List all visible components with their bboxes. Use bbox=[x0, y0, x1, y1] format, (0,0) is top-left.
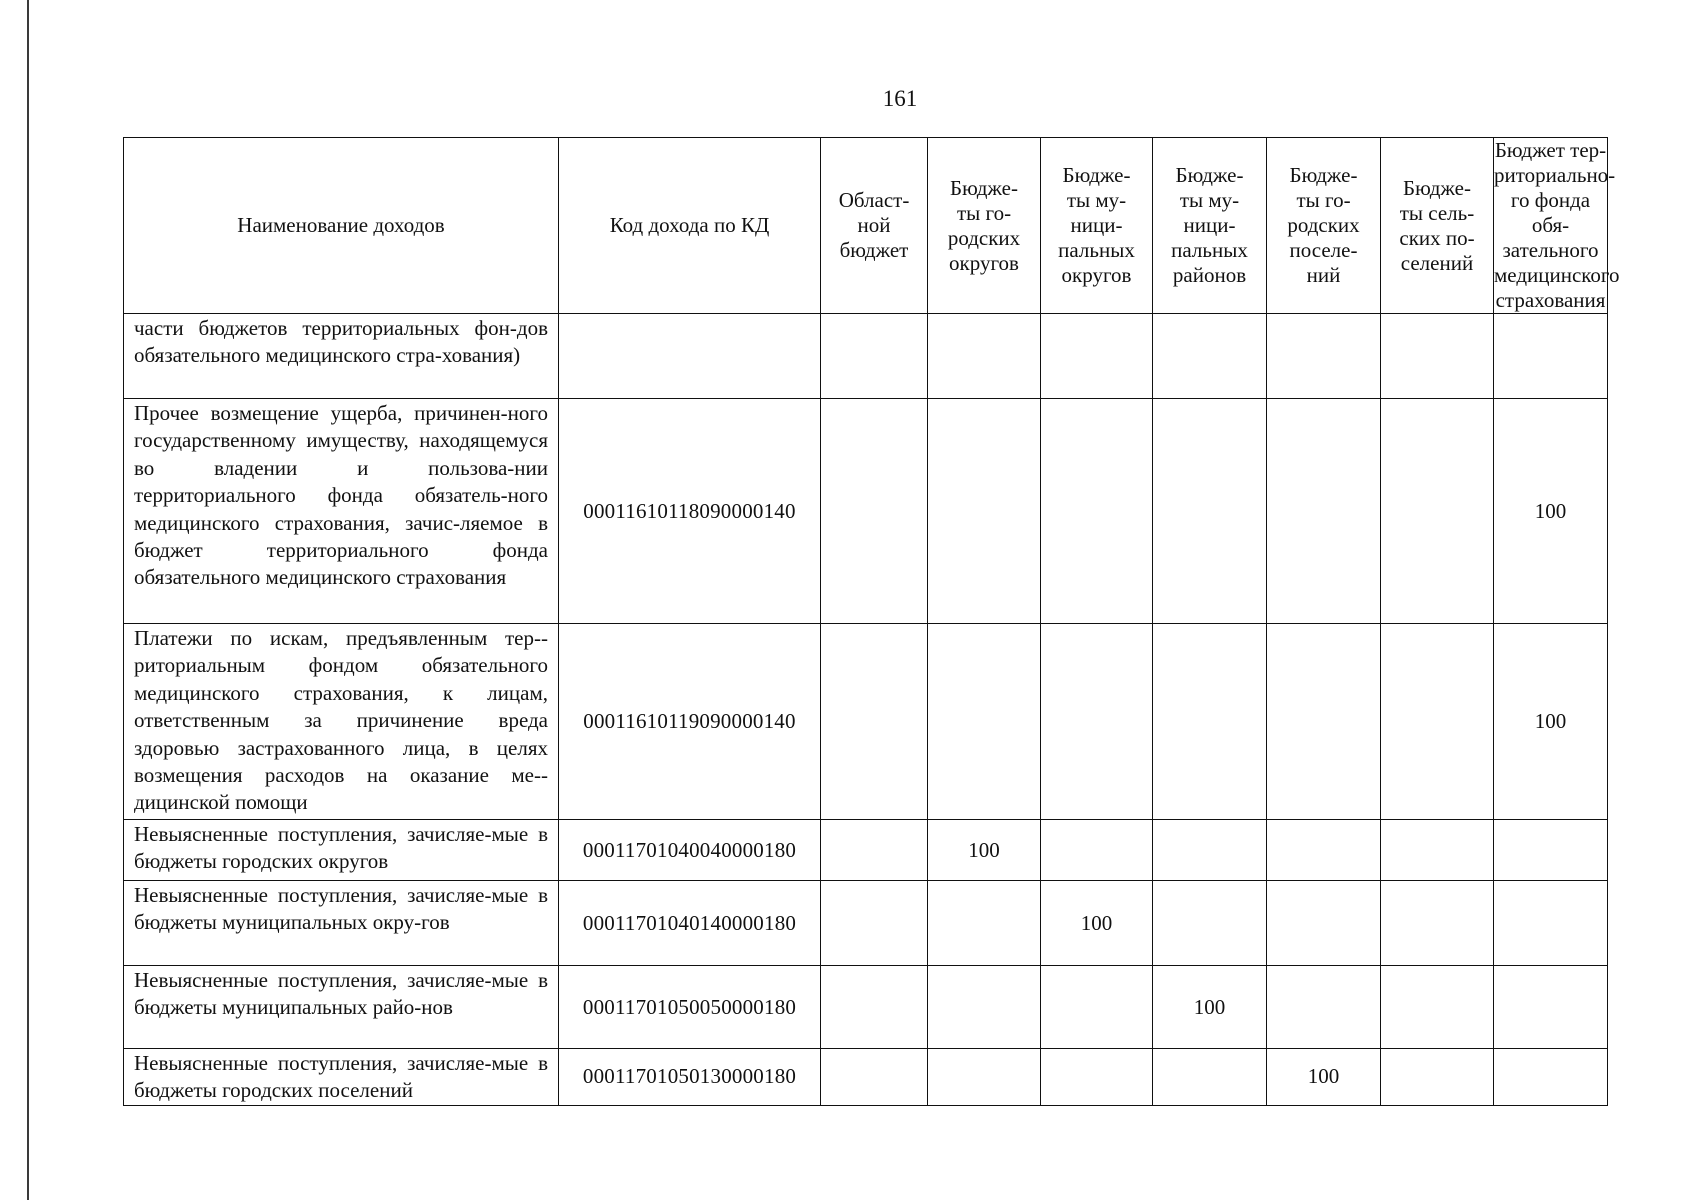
header-city-districts bbox=[928, 138, 1041, 314]
header-line: зательного bbox=[1502, 238, 1599, 262]
header-line: ной bbox=[857, 213, 891, 237]
header-line: ници- bbox=[1183, 213, 1236, 237]
header-line: бюджет bbox=[839, 238, 909, 262]
regional-value-cell bbox=[821, 966, 928, 1049]
header-line: риториально- bbox=[1494, 163, 1616, 187]
health-fund-value-cell: 100 bbox=[1494, 399, 1608, 624]
health-fund-value-cell bbox=[1494, 314, 1608, 399]
page-number: 161 bbox=[882, 86, 918, 111]
income-code-cell: 00011701040140000180 bbox=[559, 881, 821, 966]
municipal-regions-value-cell bbox=[1153, 624, 1267, 820]
regional-value-cell bbox=[821, 314, 928, 399]
header-municipal-regions bbox=[1153, 138, 1267, 314]
income-distribution-table bbox=[123, 137, 1620, 1106]
regional-value-cell bbox=[821, 1049, 928, 1106]
header-line: Област- bbox=[838, 188, 910, 212]
municipal-districts-value-cell bbox=[1041, 624, 1153, 820]
rural-settlements-value-cell bbox=[1381, 881, 1494, 966]
header-line: пальных bbox=[1171, 238, 1248, 262]
header-line: Бюдже- bbox=[1062, 163, 1131, 187]
income-code-cell: 00011610119090000140 bbox=[559, 624, 821, 820]
rural-settlements-value-cell bbox=[1381, 966, 1494, 1049]
urban-settlements-value-cell bbox=[1267, 966, 1381, 1049]
income-name-cell: Невыясненные поступления, зачисляе-мые в бюджеты муниципальных райо-нов bbox=[124, 966, 559, 1049]
header-rural-settlements bbox=[1381, 138, 1494, 314]
urban-settlements-value-cell bbox=[1267, 881, 1381, 966]
header-line: медицинского bbox=[1494, 263, 1620, 287]
header-line: ты му- bbox=[1066, 188, 1127, 212]
municipal-regions-value-cell bbox=[1153, 314, 1267, 399]
income-name-cell: части бюджетов территориальных фон-дов обязательного медицинского стра-хования) bbox=[124, 314, 559, 399]
municipal-regions-value-cell bbox=[1153, 399, 1267, 624]
header-line: Бюджет тер- bbox=[1494, 138, 1607, 162]
regional-value-cell bbox=[821, 399, 928, 624]
header-line: Бюдже- bbox=[1289, 163, 1358, 187]
binding-line bbox=[27, 0, 29, 1200]
health-fund-value-cell bbox=[1494, 881, 1608, 966]
income-name-cell: Невыясненные поступления, зачисляе-мые в бюджеты городских поселений bbox=[124, 1049, 559, 1106]
table-row bbox=[124, 399, 1608, 624]
city-districts-value-cell bbox=[928, 966, 1041, 1049]
income-code-cell: 00011701040040000180 bbox=[559, 820, 821, 881]
table-row bbox=[124, 881, 1608, 966]
header-urban-settlements bbox=[1267, 138, 1381, 314]
urban-settlements-value-cell bbox=[1267, 624, 1381, 820]
income-code-cell bbox=[559, 314, 821, 399]
income-code-cell: 00011701050130000180 bbox=[559, 1049, 821, 1106]
header-line: ний bbox=[1306, 263, 1341, 287]
rural-settlements-value-cell bbox=[1381, 399, 1494, 624]
header-line: ници- bbox=[1070, 213, 1123, 237]
urban-settlements-value-cell: 100 bbox=[1267, 1049, 1381, 1106]
header-line: родских bbox=[1287, 213, 1360, 237]
table-row bbox=[124, 966, 1608, 1049]
header-line: округов bbox=[949, 250, 1019, 275]
income-name-cell: Платежи по искам, предъявленным тер-риториальным фондом обязательного медицинского страхования, к лицам, ответственным за причинение вреда здоровью застрахованного лица, в целях возмещения расходов на оказание ме-дицинской помощи bbox=[124, 624, 559, 820]
header-line: ты сель- bbox=[1399, 200, 1475, 225]
header-line: родских bbox=[947, 225, 1021, 250]
city-districts-value-cell: 100 bbox=[928, 820, 1041, 881]
regional-value-cell bbox=[821, 881, 928, 966]
income-name-cell: Невыясненные поступления, зачисляе-мые в бюджеты муниципальных окру-гов bbox=[124, 881, 559, 966]
municipal-districts-value-cell bbox=[1041, 1049, 1153, 1106]
header-line: селений bbox=[1400, 250, 1474, 275]
municipal-districts-value-cell bbox=[1041, 966, 1153, 1049]
header-income-code: Код дохода по КД bbox=[559, 138, 821, 314]
municipal-districts-value-cell bbox=[1041, 314, 1153, 399]
header-line: страхования bbox=[1495, 288, 1606, 312]
header-line: ских по- bbox=[1399, 225, 1475, 250]
header-line: районов bbox=[1172, 263, 1247, 287]
municipal-regions-value-cell bbox=[1153, 881, 1267, 966]
regional-value-cell bbox=[821, 820, 928, 881]
urban-settlements-value-cell bbox=[1267, 314, 1381, 399]
city-districts-value-cell bbox=[928, 399, 1041, 624]
health-fund-value-cell: 100 bbox=[1494, 624, 1608, 820]
header-line: ты го- bbox=[1296, 188, 1351, 212]
municipal-districts-value-cell: 100 bbox=[1041, 881, 1153, 966]
income-name-cell: Невыясненные поступления, зачисляе-мые в бюджеты городских округов bbox=[124, 820, 559, 881]
income-code-cell: 00011701050050000180 bbox=[559, 966, 821, 1049]
header-line: Бюдже- bbox=[950, 175, 1018, 200]
municipal-regions-value-cell bbox=[1153, 820, 1267, 881]
municipal-regions-value-cell: 100 bbox=[1153, 966, 1267, 1049]
income-name-cell: Прочее возмещение ущерба, причинен-ного государственному имуществу, находящемуся во владении и пользова-нии территориального фонда обязатель-ного медицинского страхования, зачис-ляемое в бюджет территориального фонда обязательного медицинского страхования bbox=[124, 399, 559, 624]
table-row bbox=[124, 314, 1608, 399]
urban-settlements-value-cell bbox=[1267, 399, 1381, 624]
header-line: пальных bbox=[1058, 238, 1135, 262]
table-row bbox=[124, 624, 1608, 820]
header-line: Бюдже- bbox=[1175, 163, 1244, 187]
municipal-districts-value-cell bbox=[1041, 399, 1153, 624]
income-code-cell: 00011610118090000140 bbox=[559, 399, 821, 624]
city-districts-value-cell bbox=[928, 314, 1041, 399]
header-line: ты го- bbox=[956, 200, 1012, 225]
urban-settlements-value-cell bbox=[1267, 820, 1381, 881]
table-header-row bbox=[124, 138, 1608, 314]
rural-settlements-value-cell bbox=[1381, 820, 1494, 881]
table-row bbox=[124, 1049, 1608, 1106]
header-line: поселе- bbox=[1289, 238, 1358, 262]
header-line: округов bbox=[1061, 263, 1132, 287]
header-municipal-districts bbox=[1041, 138, 1153, 314]
rural-settlements-value-cell bbox=[1381, 624, 1494, 820]
city-districts-value-cell bbox=[928, 624, 1041, 820]
table-row bbox=[124, 820, 1608, 881]
rural-settlements-value-cell bbox=[1381, 1049, 1494, 1106]
header-income-name: Наименование доходов bbox=[124, 138, 559, 314]
header-regional-budget bbox=[821, 138, 928, 314]
city-districts-value-cell bbox=[928, 881, 1041, 966]
regional-value-cell bbox=[821, 624, 928, 820]
rural-settlements-value-cell bbox=[1381, 314, 1494, 399]
municipal-regions-value-cell bbox=[1153, 1049, 1267, 1106]
health-fund-value-cell bbox=[1494, 820, 1608, 881]
header-health-fund bbox=[1494, 138, 1620, 314]
health-fund-value-cell bbox=[1494, 966, 1608, 1049]
header-line: ты му- bbox=[1179, 188, 1240, 212]
city-districts-value-cell bbox=[928, 1049, 1041, 1106]
health-fund-value-cell bbox=[1494, 1049, 1608, 1106]
municipal-districts-value-cell bbox=[1041, 820, 1153, 881]
header-line: го фонда обя- bbox=[1510, 188, 1591, 237]
header-line: Бюдже- bbox=[1403, 175, 1471, 200]
